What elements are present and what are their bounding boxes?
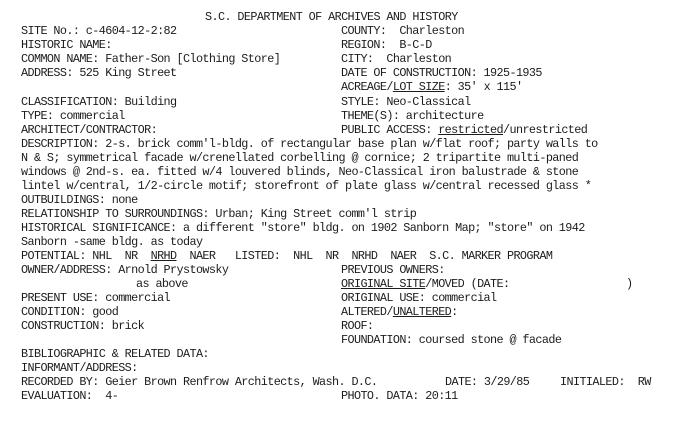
construction: CONSTRUCTION: brick [21, 319, 145, 333]
acreage-label: ACREAGE/ [341, 80, 393, 94]
moved-date: /MOVED (DATE: [425, 277, 510, 291]
photo-data: PHOTO. DATA: 20:11 [341, 389, 458, 403]
historic-name: HISTORIC NAME: [21, 38, 112, 52]
roof: ROOF: [341, 319, 374, 333]
altered-unaltered [341, 306, 458, 319]
relationship-to-surroundings: RELATIONSHIP TO SURROUNDINGS: Urban; King Street comm'l strip [21, 207, 417, 221]
moved-date-close: ) [626, 277, 633, 291]
altered: ALTERED/ [341, 305, 393, 319]
style: STYLE: Neo-Classical [341, 95, 471, 109]
potential-label: POTENTIAL: NHL NR [21, 249, 151, 263]
public-access-unrestricted: /unrestricted [503, 123, 588, 137]
city: CITY: Charleston [341, 52, 452, 66]
description-line: lintel w/central, 1/2-circle motif; storefront of plate glass w/central recessed glass * [21, 179, 592, 193]
public-access [341, 124, 587, 137]
listed-options: NAER LISTED: NHL NR NRHD NAER S.C. MARKER PROGRAM [176, 249, 553, 263]
form-header: S.C. DEPARTMENT OF ARCHIVES AND HISTORY [205, 10, 458, 24]
description-line: windows @ 2nd-s. ea. fitted w/4 louvered blinds, Neo-Classical iron balustrade & stone [21, 165, 579, 179]
altered-suffix: : [451, 305, 458, 319]
historical-significance-line: HISTORICAL SIGNIFICANCE: a different "store" bldg. on 1902 Sanborn Map; "store" on 1942 [21, 221, 585, 235]
address: ADDRESS: 525 King Street [21, 66, 177, 80]
acreage-lot-size [341, 81, 522, 94]
site-number: SITE No.: c-4604-12-2:82 [21, 24, 177, 38]
original-use: ORIGINAL USE: commercial [341, 291, 497, 305]
condition: CONDITION: good [21, 305, 119, 319]
date-recorded: DATE: 3/29/85 [445, 375, 530, 389]
bibliographic-data: BIBLIOGRAPHIC & RELATED DATA: [21, 347, 209, 361]
lot-size-label: LOT SIZE [392, 80, 445, 94]
foundation: FOUNDATION: coursed stone @ facade [341, 333, 562, 347]
original-site-moved [341, 278, 509, 291]
outbuildings: OUTBUILDINGS: none [21, 193, 138, 207]
original-site: ORIGINAL SITE [341, 277, 426, 291]
architect-contractor: ARCHITECT/CONTRACTOR: [21, 123, 158, 137]
region: REGION: B-C-D [341, 38, 432, 52]
description-line: N & S; symmetrical facade w/crenellated corbelling @ cornice; 2 tripartite multi-paned [21, 151, 579, 165]
county: COUNTY: Charleston [341, 24, 465, 38]
present-use: PRESENT USE: commercial [21, 291, 171, 305]
classification: CLASSIFICATION: Building [21, 95, 177, 109]
potential-nrhd: NRHD [150, 249, 177, 263]
previous-owners: PREVIOUS OWNERS: [341, 263, 445, 277]
themes: THEME(S): architecture [341, 109, 484, 123]
public-access-label: PUBLIC ACCESS: [341, 123, 439, 137]
owner-address: OWNER/ADDRESS: Arnold Prystowsky [21, 263, 229, 277]
common-name: COMMON NAME: Father-Son [Clothing Store] [21, 52, 281, 66]
historical-significance-line: Sanborn -same bldg. as today [21, 235, 203, 249]
recorded-by: RECORDED BY: Geier Brown Renfrow Architects, Wash. D.C. [21, 375, 378, 389]
owner-address-cont: as above [136, 277, 188, 291]
public-access-restricted: restricted [438, 123, 503, 137]
informant-address: INFORMANT/ADDRESS: [21, 361, 138, 375]
unaltered: UNALTERED [392, 305, 452, 319]
potential-listed [21, 250, 552, 263]
type: TYPE: commercial [21, 109, 125, 123]
lot-size-value: : 35' x 115' [444, 80, 523, 94]
date-of-construction: DATE OF CONSTRUCTION: 1925-1935 [341, 66, 542, 80]
initialed: INITIALED: RW [560, 375, 651, 389]
description-line: DESCRIPTION: 2-s. brick comm'l-bldg. of rectangular base plan w/flat roof; party walls to [21, 137, 598, 151]
evaluation: EVALUATION: 4- [21, 389, 119, 403]
